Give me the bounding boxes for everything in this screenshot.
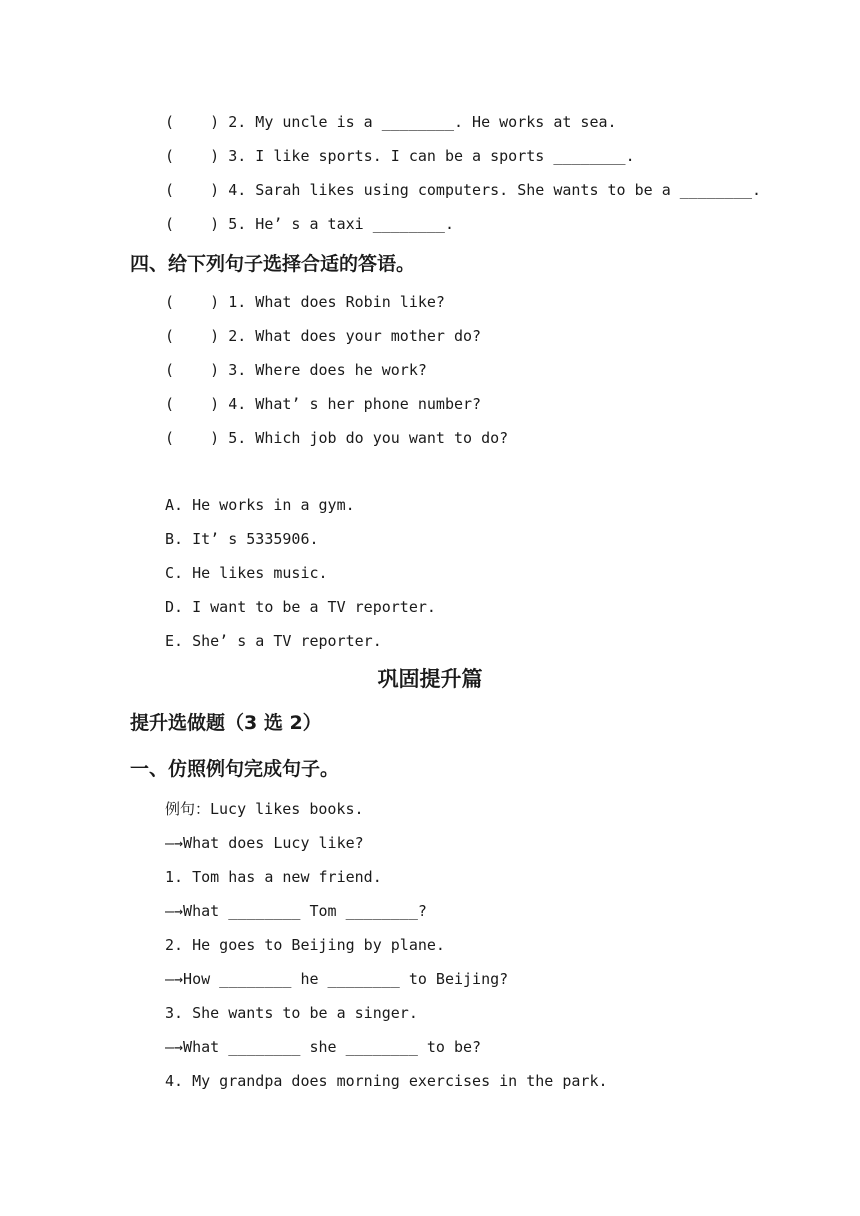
rewrite-item-4: 4. My grandpa does morning exercises in the park. [165,1072,608,1090]
rewrite-answer-3: —→What ________ she ________ to be? [165,1038,482,1056]
fill-blank-item-2: ( ) 2. My uncle is a ________. He works at sea. [165,113,617,131]
question-item-3: ( ) 3. Where does he work? [165,361,427,379]
question-item-2: ( ) 2. What does your mother do? [165,327,482,345]
example-answer: —→What does Lucy like? [165,834,364,852]
answer-option-a: A. He works in a gym. [165,496,355,514]
rewrite-item-2: 2. He goes to Beijing by plane. [165,936,445,954]
question-item-4: ( ) 4. What’ s her phone number? [165,395,482,413]
section-1-title: 一、仿照例句完成句子。 [130,758,340,780]
optional-section-title: 提升选做题（3 选 2） [130,712,322,734]
rewrite-item-1: 1. Tom has a new friend. [165,868,382,886]
rewrite-answer-2: —→How ________ he ________ to Beijing? [165,970,509,988]
answer-option-d: D. I want to be a TV reporter. [165,598,436,616]
part-title: 巩固提升篇 [377,667,483,691]
answer-option-b: B. It’ s 5335906. [165,530,319,548]
question-item-5: ( ) 5. Which job do you want to do? [165,429,509,447]
rewrite-answer-1: —→What ________ Tom ________? [165,902,427,920]
fill-blank-item-4: ( ) 4. Sarah likes using computers. She wants to be a ________. [165,181,762,199]
fill-blank-item-3: ( ) 3. I like sports. I can be a sports ________. [165,147,635,165]
question-item-1: ( ) 1. What does Robin like? [165,293,445,311]
answer-option-c: C. He likes music. [165,564,328,582]
example-sentence: 例句：Lucy likes books. [165,800,364,818]
section-4-title: 四、给下列句子选择合适的答语。 [130,253,416,275]
fill-blank-item-5: ( ) 5. He’ s a taxi ________. [165,215,454,233]
answer-option-e: E. She’ s a TV reporter. [165,632,382,650]
rewrite-item-3: 3. She wants to be a singer. [165,1004,418,1022]
